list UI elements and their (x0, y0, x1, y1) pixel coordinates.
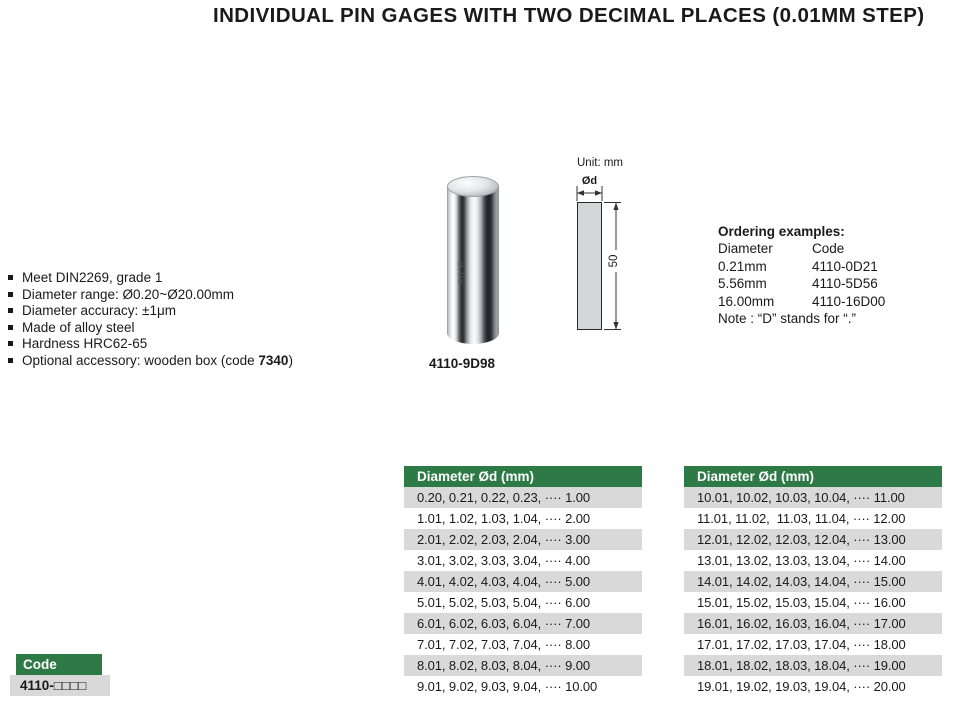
ordering-row (718, 275, 885, 292)
table-row: 8.01, 8.02, 8.03, 8.04, ···· 9.00 (404, 655, 642, 676)
ordering-diameter: 16.00mm (718, 293, 775, 309)
table-row: 12.01, 12.02, 12.03, 12.04, ···· 13.00 (684, 529, 942, 550)
table-row: 10.01, 10.02, 10.03, 10.04, ···· 11.00 (684, 487, 942, 508)
diameter-table-right (684, 466, 942, 697)
feature-text: Meet DIN2269, grade 1 (22, 270, 163, 285)
diameter-table-left (404, 466, 642, 697)
ordering-diameter: 5.56mm (718, 276, 767, 292)
ordering-row (718, 258, 885, 275)
ordering-heading: Ordering examples: (718, 224, 845, 239)
page-title: INDIVIDUAL PIN GAGES WITH TWO DECIMAL PLACES (0.01MM STEP) (213, 4, 925, 27)
table-row: 17.01, 17.02, 17.03, 17.04, ···· 18.00 (684, 634, 942, 655)
code-box-header: Code (16, 654, 102, 675)
table-rows (684, 487, 942, 697)
feature-item (8, 287, 293, 304)
table-row: 16.01, 16.02, 16.03, 16.04, ···· 17.00 (684, 613, 942, 634)
feature-accessory-code: 7340 (258, 352, 289, 368)
square-bullet-icon (8, 341, 13, 346)
table-row: 18.01, 18.02, 18.03, 18.04, ···· 19.00 (684, 655, 942, 676)
square-bullet-icon (8, 325, 13, 330)
ordering-examples (718, 223, 885, 327)
ordering-note: Note : “D” stands for “.” (718, 311, 857, 327)
feature-text: Hardness HRC62-65 (22, 336, 148, 351)
pin-top-face (447, 176, 499, 197)
feature-text: Made of alloy steel (22, 319, 135, 335)
table-header: Diameter Ød (mm) (684, 466, 942, 487)
technical-drawing (555, 185, 655, 345)
ordering-column-headers (718, 240, 885, 257)
pin-gage-photo (447, 176, 499, 344)
feature-list (8, 270, 293, 369)
table-row: 9.01, 9.02, 9.03, 9.04, ···· 10.00 (404, 676, 642, 697)
ordering-col-code: Code (812, 241, 845, 257)
table-row: 15.01, 15.02, 15.03, 15.04, ···· 16.00 (684, 592, 942, 613)
ordering-code: 4110-0D21 (812, 258, 878, 274)
feature-item (8, 353, 293, 370)
table-row: 13.01, 13.02, 13.03, 13.04, ···· 14.00 (684, 550, 942, 571)
diameter-dimension-label: Ød (581, 175, 598, 187)
table-row: 4.01, 4.02, 4.03, 4.04, ···· 5.00 (404, 571, 642, 592)
feature-item (8, 320, 293, 337)
table-row: 11.01, 11.02, 11.03, 11.04, ···· 12.00 (684, 508, 942, 529)
table-row: 7.01, 7.02, 7.03, 7.04, ···· 8.00 (404, 634, 642, 655)
code-box-value: 4110-□□□□ (10, 675, 110, 696)
ordering-col-diameter: Diameter (718, 241, 773, 257)
square-bullet-icon (8, 292, 13, 297)
feature-text: Diameter accuracy: ±1μm (22, 303, 176, 318)
feature-text: Diameter range: Ø0.20~Ø20.00mm (22, 286, 234, 302)
length-dimension-label: 50 (608, 250, 624, 272)
unit-label: Unit: mm (577, 157, 623, 169)
square-bullet-icon (8, 358, 13, 363)
ordering-row (718, 293, 885, 310)
ordering-code: 4110-16D00 (812, 293, 886, 309)
table-row: 1.01, 1.02, 1.03, 1.04, ···· 2.00 (404, 508, 642, 529)
table-row: 3.01, 3.02, 3.03, 3.04, ···· 4.00 (404, 550, 642, 571)
feature-item (8, 303, 293, 320)
feature-item (8, 336, 293, 353)
feature-text: Optional accessory: wooden box (code (22, 352, 259, 368)
table-row: 2.01, 2.02, 2.03, 2.04, ···· 3.00 (404, 529, 642, 550)
table-header: Diameter Ød (mm) (404, 466, 642, 487)
table-row: 0.20, 0.21, 0.22, 0.23, ···· 1.00 (404, 487, 642, 508)
table-row: 6.01, 6.02, 6.03, 6.04, ···· 7.00 (404, 613, 642, 634)
table-row: 19.01, 19.02, 19.03, 19.04, ···· 20.00 (684, 676, 942, 697)
feature-item (8, 270, 293, 287)
ordering-code: 4110-5D56 (812, 276, 878, 292)
ordering-diameter: 0.21mm (718, 258, 767, 274)
table-row: 14.01, 14.02, 14.03, 14.04, ···· 15.00 (684, 571, 942, 592)
square-bullet-icon (8, 308, 13, 313)
table-row: 5.01, 5.02, 5.03, 5.04, ···· 6.00 (404, 592, 642, 613)
feature-text: ) (288, 352, 293, 368)
pin-engraving: 9.98 (455, 261, 467, 286)
product-code-caption: 4110-9D98 (429, 356, 496, 371)
square-bullet-icon (8, 275, 13, 280)
table-rows (404, 487, 642, 697)
